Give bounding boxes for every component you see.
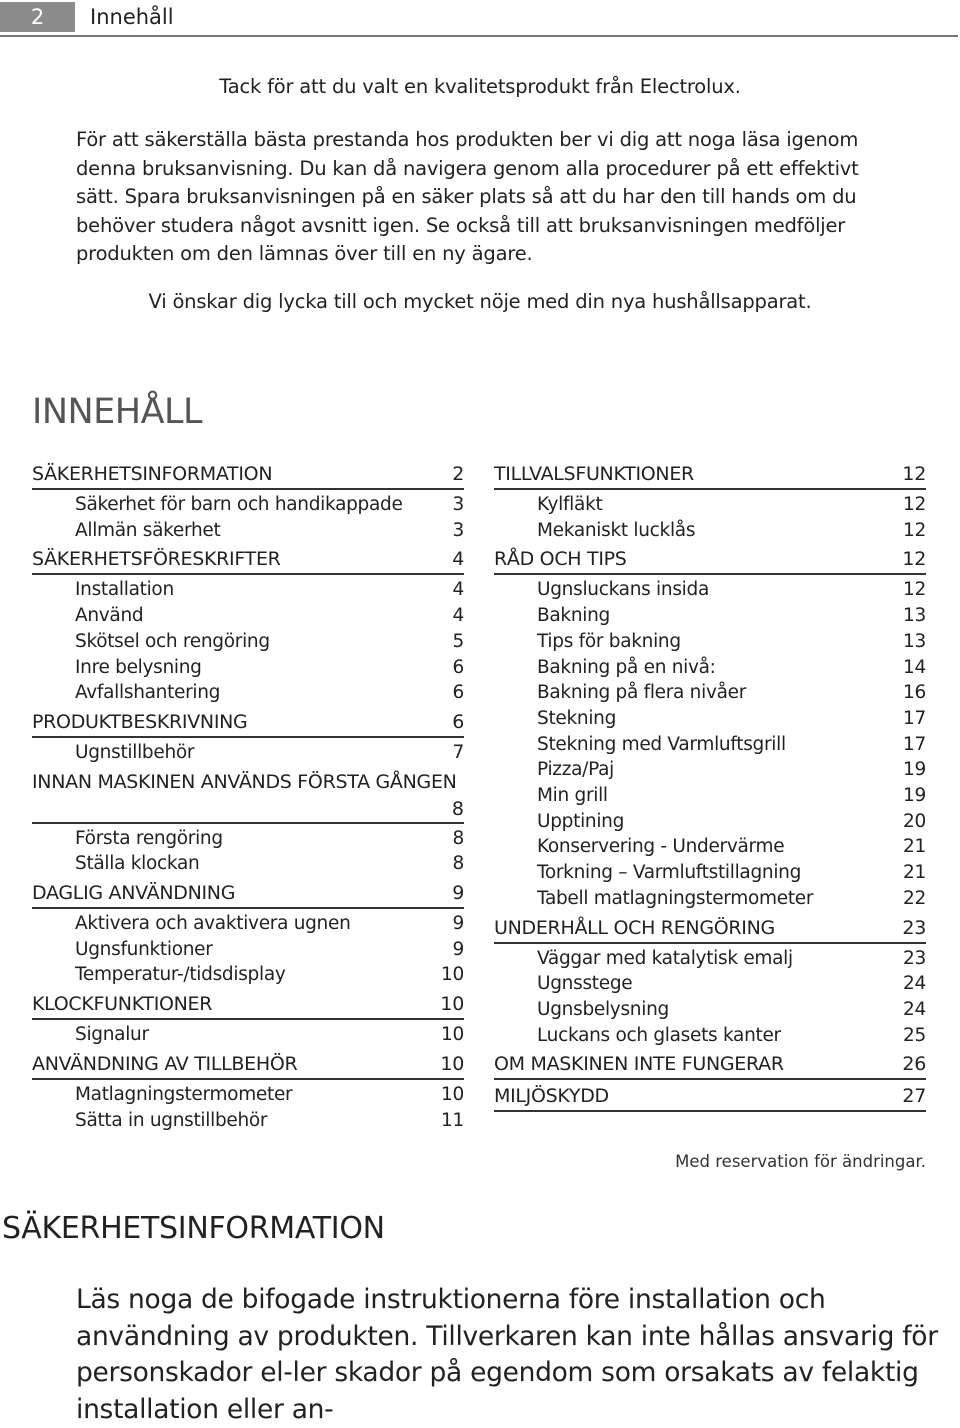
toc-section-page: 9 [452, 882, 464, 905]
toc-section-title: UNDERHÅLL OCH RENGÖRING [494, 916, 775, 939]
toc-item[interactable] [537, 809, 926, 835]
toc-section-page: 6 [452, 710, 464, 733]
header-title: Innehåll [90, 5, 174, 29]
toc-title: INNEHÅLL [32, 392, 203, 432]
toc-item-page: 8 [452, 827, 464, 849]
toc-section-page: 10 [440, 1052, 464, 1075]
toc-item-title: Bakning [537, 605, 610, 627]
toc-item-title: Tips för bakning [537, 630, 681, 652]
toc-item-title: Upptining [537, 810, 625, 832]
toc-section[interactable] [32, 460, 464, 490]
toc-item-page: 10 [441, 1083, 464, 1105]
toc-item-list [75, 740, 464, 766]
toc-item[interactable] [75, 680, 464, 706]
toc-item-title: Aktivera och avaktivera ugnen [75, 913, 351, 935]
toc-section-title: RÅD OCH TIPS [494, 548, 627, 571]
toc-item-page: 9 [452, 913, 464, 935]
toc-item-title: Väggar med katalytisk emalj [537, 947, 793, 969]
toc-item-title: Stekning [537, 707, 617, 729]
toc-item-title: Tabell matlagningstermometer [537, 887, 814, 909]
toc-section-page: 10 [440, 993, 464, 1016]
toc-item-page: 22 [903, 887, 926, 909]
toc-item[interactable] [537, 997, 926, 1023]
header-divider [0, 35, 958, 37]
toc-item[interactable] [537, 706, 926, 732]
toc-item-title: Min grill [537, 785, 608, 807]
toc-item-title: Allmän säkerhet [75, 519, 221, 541]
toc-item-page: 6 [452, 682, 464, 704]
toc-item-list [537, 577, 926, 911]
toc-section[interactable] [32, 1050, 464, 1080]
toc-item-page: 3 [452, 494, 464, 515]
toc-item-title: Mekaniskt lucklås [537, 519, 696, 541]
toc-item-page: 12 [903, 494, 926, 515]
page-header [0, 0, 960, 38]
toc-section[interactable] [32, 768, 464, 824]
toc-item-page: 21 [903, 862, 926, 884]
toc-item-title: Bakning på flera nivåer [537, 682, 747, 704]
section-title: SÄKERHETSINFORMATION [2, 1211, 385, 1246]
toc-item[interactable] [75, 518, 464, 544]
toc-item[interactable] [75, 655, 464, 681]
toc-section-page: 27 [902, 1085, 926, 1108]
toc-item[interactable] [75, 1082, 464, 1108]
toc-item-title: Inre belysning [75, 656, 202, 678]
toc-item[interactable] [75, 911, 464, 937]
toc-item[interactable] [75, 740, 464, 766]
toc-item[interactable] [537, 629, 926, 655]
toc-item[interactable] [75, 577, 464, 603]
toc-item[interactable] [537, 886, 926, 912]
toc-item[interactable] [75, 629, 464, 655]
toc-item[interactable] [75, 851, 464, 877]
toc-item-title: Konservering - Undervärme [537, 836, 785, 858]
toc-section[interactable] [32, 990, 464, 1020]
toc-item-page: 17 [903, 733, 926, 755]
toc-item-title: Matlagningstermometer [75, 1083, 293, 1105]
toc-item[interactable] [537, 834, 926, 860]
toc-item-title: Installation [75, 579, 174, 601]
toc-item-page: 20 [903, 810, 926, 832]
page-number: 2 [0, 2, 75, 32]
toc-item-title: Sätta in ugnstillbehör [75, 1109, 268, 1131]
toc-section[interactable] [32, 879, 464, 909]
toc-section[interactable] [32, 708, 464, 738]
toc-section-title: ANVÄNDNING AV TILLBEHÖR [32, 1052, 298, 1075]
toc-right-column [494, 460, 926, 1114]
section-body: Läs noga de bifogade instruktionerna före installation och användning av produkten. Tillverkaren kan inte hållas ansvarig för personskador el-ler skador på egendom som orsakats av felaktig installation eller an- [76, 1284, 938, 1425]
toc-item-page: 5 [452, 630, 464, 652]
reservation-note: Med reservation för ändringar. [675, 1152, 926, 1171]
toc-item[interactable] [537, 732, 926, 758]
toc-item-title: Signalur [75, 1024, 149, 1046]
toc-item[interactable] [537, 971, 926, 997]
toc-item-page: 4 [452, 579, 464, 601]
toc-item[interactable] [75, 603, 464, 629]
toc-item[interactable] [537, 518, 926, 544]
toc-item-list [75, 492, 464, 543]
toc-item-title: Ugnsfunktioner [75, 938, 213, 960]
toc-item-page: 21 [903, 836, 926, 858]
toc-item-page: 14 [903, 656, 926, 678]
toc-item-list [537, 492, 926, 543]
toc-item-title: Torkning – Varmluftstillagning [537, 862, 802, 884]
toc-item-title: Första rengöring [75, 827, 223, 849]
toc-section-title: SÄKERHETSFÖRESKRIFTER [32, 548, 281, 571]
toc-section[interactable] [494, 1082, 926, 1112]
toc-item-title: Luckans och glasets kanter [537, 1024, 781, 1046]
toc-item-list [75, 1022, 464, 1048]
toc-item-title: Ugnsstege [537, 973, 633, 995]
toc-item-page: 4 [452, 605, 464, 627]
toc-section[interactable] [494, 1050, 926, 1080]
toc-section-page: 4 [452, 548, 464, 571]
toc-section-title: OM MASKINEN INTE FUNGERAR [494, 1053, 784, 1076]
toc-item-title: Stekning med Varmluftsgrill [537, 733, 786, 755]
toc-item-title: Pizza/Paj [537, 759, 614, 781]
toc-item[interactable] [537, 680, 926, 706]
toc-section-title: MILJÖSKYDD [494, 1085, 609, 1108]
toc-item-list [75, 1082, 464, 1133]
intro-paragraph: För att säkerställa bästa prestanda hos produkten ber vi dig att noga läsa igenom denna bruksanvisning. Du kan då navigera genom alla procedurer på ett effektivt sätt. Spara bruksanvisningen på en säker plats så att du har den till hands om du behöver studera något avsnitt igen. Se också till att bruksanvisningen medföljer produkten om den lämnas över till en ny ägare. [76, 128, 859, 266]
toc-item-title: Avfallshantering [75, 682, 221, 704]
toc-item-page: 19 [903, 759, 926, 781]
toc-item-page: 17 [903, 707, 926, 729]
toc-item-title: Kylfläkt [537, 494, 603, 515]
toc-item-page: 12 [903, 579, 926, 601]
toc-item-page: 7 [452, 741, 464, 763]
toc-item-list [75, 577, 464, 706]
toc-item-list [537, 946, 926, 1049]
toc-item[interactable] [537, 577, 926, 603]
toc-item[interactable] [537, 946, 926, 972]
toc-item[interactable] [537, 757, 926, 783]
toc-section-title: PRODUKTBESKRIVNING [32, 710, 248, 733]
toc-item[interactable] [75, 962, 464, 988]
toc-section[interactable] [32, 545, 464, 575]
toc-item[interactable] [537, 783, 926, 809]
toc-section-title: DAGLIG ANVÄNDNING [32, 882, 236, 905]
toc-section-page: 26 [902, 1053, 926, 1076]
toc-section[interactable] [494, 914, 926, 944]
toc-item-page: 12 [903, 519, 926, 541]
toc-item-page: 19 [903, 785, 926, 807]
toc-item-page: 6 [452, 656, 464, 678]
toc-section-page: 12 [902, 463, 926, 485]
toc-item[interactable] [537, 603, 926, 629]
toc-item[interactable] [75, 937, 464, 963]
toc-item-title: Ugnstillbehör [75, 741, 195, 763]
toc-item-page: 9 [452, 938, 464, 960]
toc-section-page: 8 [451, 797, 464, 820]
toc-section[interactable] [494, 545, 926, 575]
toc-item[interactable] [537, 492, 926, 518]
toc-left-column [32, 460, 464, 1135]
toc-item-page: 10 [441, 964, 464, 986]
toc-item-page: 24 [903, 998, 926, 1020]
toc-item-page: 25 [903, 1024, 926, 1046]
toc-item-title: Ugnsluckans insida [537, 579, 709, 601]
toc-item-page: 13 [903, 630, 926, 652]
toc-section-page: 12 [902, 548, 926, 571]
toc-item-page: 3 [452, 519, 464, 541]
toc-item-title: Skötsel och rengöring [75, 630, 270, 652]
toc-item-title: Ställa klockan [75, 853, 200, 875]
toc-item-page: 10 [441, 1024, 464, 1046]
toc-section-title: SÄKERHETSINFORMATION [32, 463, 273, 485]
toc-item-title: Säkerhet för barn och handikappade [75, 494, 403, 515]
toc-section-title: TILLVALSFUNKTIONER [494, 463, 694, 485]
toc-item-title: Använd [75, 605, 144, 627]
toc-section-page: 2 [452, 463, 464, 485]
toc-item[interactable] [537, 1023, 926, 1049]
toc-item-page: 13 [903, 605, 926, 627]
toc-item-title: Bakning på en nivå: [537, 656, 716, 678]
toc-item-page: 16 [903, 682, 926, 704]
toc-section-page: 23 [902, 916, 926, 939]
toc-item[interactable] [537, 860, 926, 886]
toc-item-list [75, 911, 464, 988]
toc-item-list [75, 826, 464, 877]
toc-item-title: Temperatur-/tidsdisplay [75, 964, 286, 986]
toc-section-title: INNAN MASKINEN ANVÄNDS FÖRSTA GÅNGEN [32, 770, 457, 793]
toc-item-page: 23 [903, 947, 926, 969]
toc-item[interactable] [75, 826, 464, 852]
toc-item[interactable] [75, 1022, 464, 1048]
toc-item-page: 8 [452, 853, 464, 875]
toc-item-page: 11 [441, 1109, 464, 1131]
toc-section-title: KLOCKFUNKTIONER [32, 993, 213, 1016]
toc-item[interactable] [537, 655, 926, 681]
toc-item[interactable] [75, 1108, 464, 1134]
toc-section[interactable] [494, 460, 926, 490]
toc-item-title: Ugnsbelysning [537, 998, 669, 1020]
intro-thanks: Tack för att du valt en kvalitetsprodukt från Electrolux. [219, 75, 741, 98]
toc-item-page: 24 [903, 973, 926, 995]
toc-item[interactable] [75, 492, 464, 518]
intro-wishes: Vi önskar dig lycka till och mycket nöje med din nya hushållsapparat. [148, 290, 812, 313]
